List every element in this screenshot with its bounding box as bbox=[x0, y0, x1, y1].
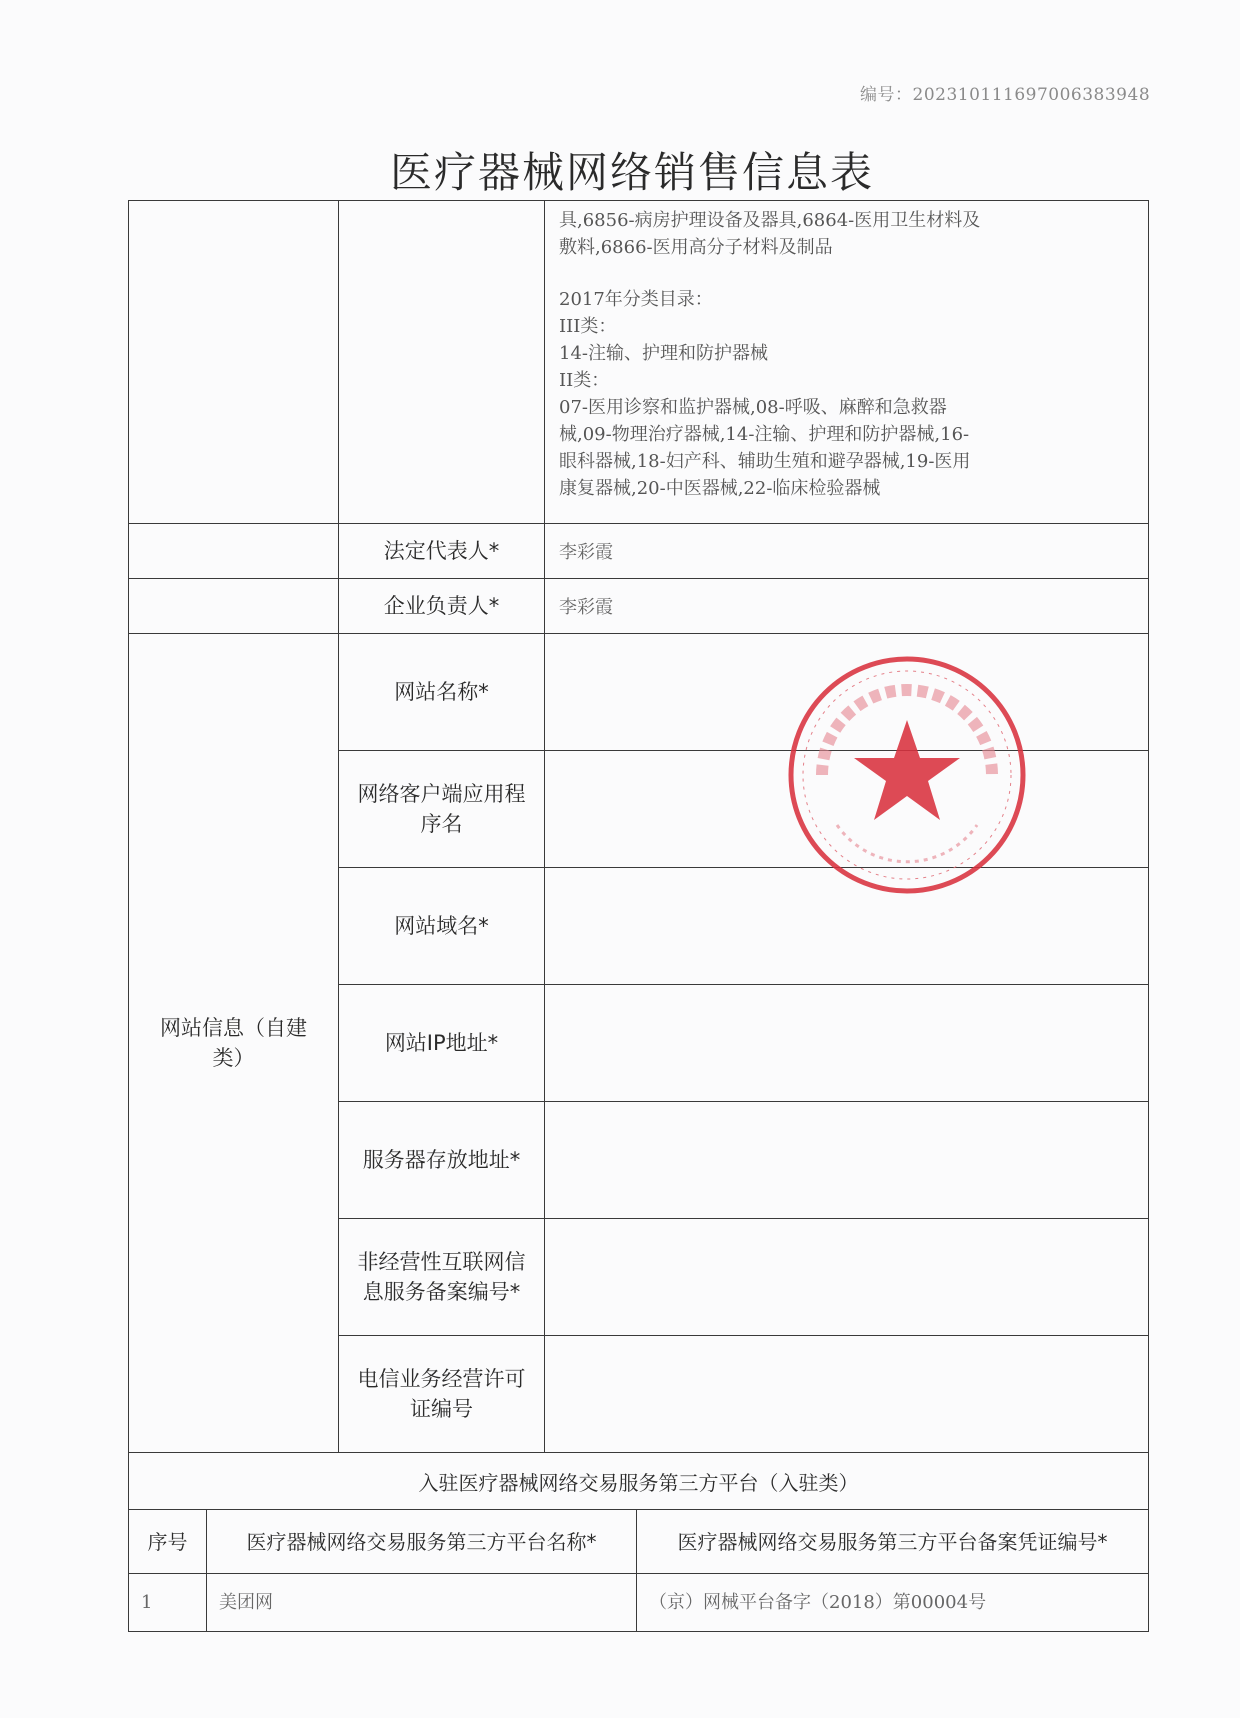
telecom-license-value bbox=[545, 1336, 1149, 1453]
official-seal-icon bbox=[782, 650, 1032, 900]
class-2-items: 07-医用诊察和监护器械,08-呼吸、麻醉和急救器 bbox=[559, 397, 947, 418]
seal-star-icon bbox=[854, 720, 960, 820]
blank-left-cell bbox=[129, 524, 339, 579]
server-address-label: 服务器存放地址* bbox=[339, 1102, 545, 1219]
row-cert: （京）网械平台备字（2018）第00004号 bbox=[637, 1574, 1149, 1632]
platform-section-title: 入驻医疗器械网络交易服务第三方平台（入驻类） bbox=[129, 1453, 1149, 1510]
ip-label: 网站IP地址* bbox=[339, 985, 545, 1102]
icp-record-value bbox=[545, 1219, 1149, 1336]
scope-line: 具,6856-病房护理设备及器具,6864-医用卫生材料及 bbox=[559, 210, 981, 231]
info-table bbox=[128, 200, 1149, 1632]
catalog-heading: 2017年分类目录： bbox=[559, 289, 713, 310]
website-section-label: 网站信息（自建类） bbox=[129, 634, 339, 1453]
row-seq: 1 bbox=[129, 1574, 207, 1632]
manager-label: 企业负责人* bbox=[339, 579, 545, 634]
col-name-header: 医疗器械网络交易服务第三方平台名称* bbox=[207, 1510, 637, 1574]
legal-rep-value: 李彩霞 bbox=[545, 524, 1149, 579]
class-2-heading: II类： bbox=[559, 370, 610, 391]
telecom-license-label: 电信业务经营许可证编号 bbox=[339, 1336, 545, 1453]
class-3-heading: III类： bbox=[559, 316, 617, 337]
col-seq-header: 序号 bbox=[129, 1510, 207, 1574]
blank-left-cell bbox=[129, 201, 339, 524]
ip-value bbox=[545, 985, 1149, 1102]
class-3-items: 14-注输、护理和防护器械 bbox=[559, 343, 768, 364]
class-2-items: 械,09-物理治疗器械,14-注输、护理和防护器械,16- bbox=[559, 424, 970, 445]
website-name-label: 网站名称* bbox=[339, 634, 545, 751]
blank-left-cell bbox=[129, 579, 339, 634]
business-scope-cell bbox=[545, 201, 1149, 524]
col-cert-header: 医疗器械网络交易服务第三方平台备案凭证编号* bbox=[637, 1510, 1149, 1574]
class-2-items: 眼科器械,18-妇产科、辅助生殖和避孕器械,19-医用 bbox=[559, 451, 971, 472]
scope-line: 敷料,6866-医用高分子材料及制品 bbox=[559, 237, 833, 258]
legal-rep-label: 法定代表人* bbox=[339, 524, 545, 579]
domain-label: 网站域名* bbox=[339, 868, 545, 985]
icp-record-label: 非经营性互联网信息服务备案编号* bbox=[339, 1219, 545, 1336]
blank-label-cell bbox=[339, 201, 545, 524]
class-2-items: 康复器械,20-中医器械,22-临床检验器械 bbox=[559, 478, 881, 499]
document-number: 编号：2023101116970063839‌48 bbox=[860, 85, 1151, 105]
page-title: 医疗器械网络销售信息表 bbox=[390, 148, 875, 197]
app-name-label: 网络客户端应用程序名 bbox=[339, 751, 545, 868]
row-name: 美团网 bbox=[207, 1574, 637, 1632]
table-row bbox=[129, 1574, 1149, 1632]
server-address-value bbox=[545, 1102, 1149, 1219]
manager-value: 李彩霞 bbox=[545, 579, 1149, 634]
